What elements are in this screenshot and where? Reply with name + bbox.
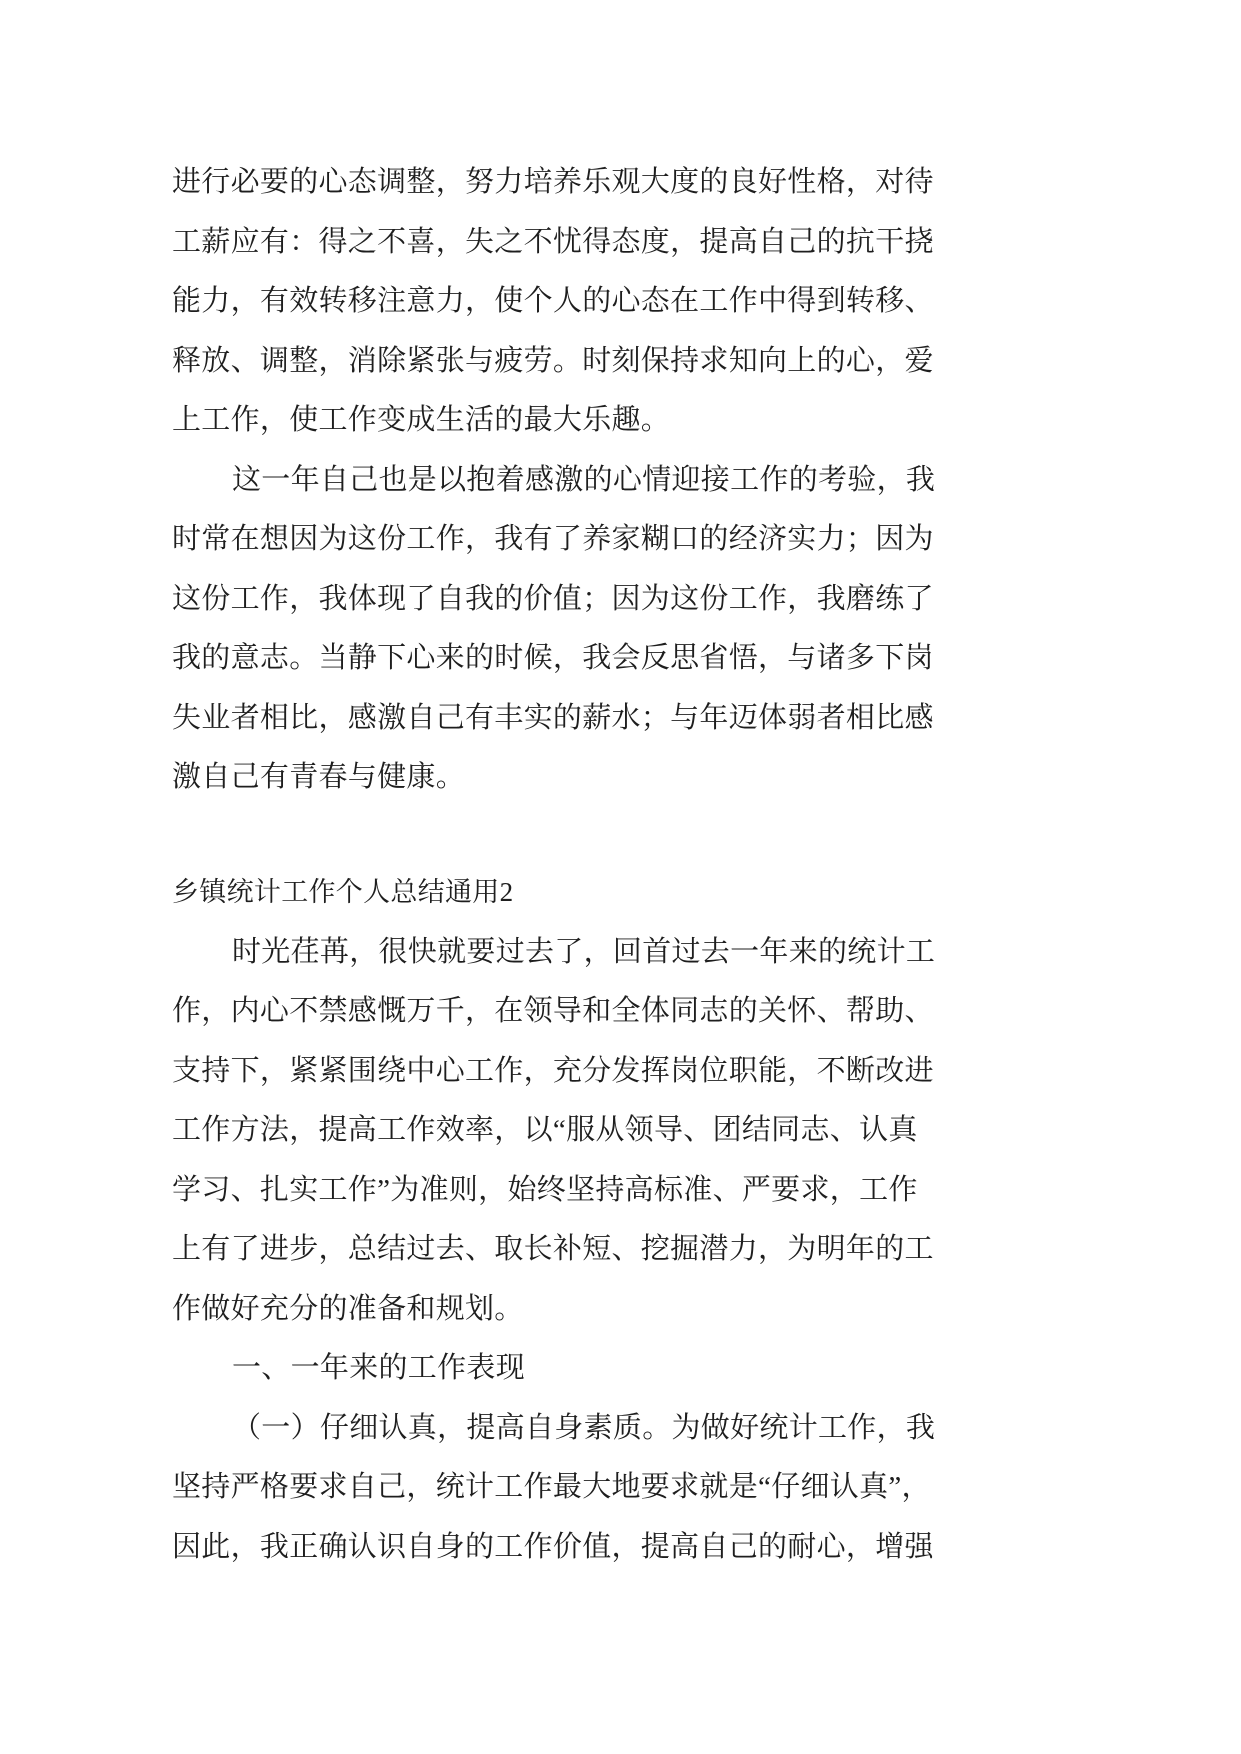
text-line: （一）仔细认真，提高自身素质。为做好统计工作，我 [232, 1411, 936, 1444]
paragraph [172, 923, 1092, 1340]
text-line: 这份工作，我体现了自我的价值；因为这份工作，我磨练了 [172, 582, 934, 615]
paragraph [172, 1399, 1092, 1578]
text-line: 支持下，紧紧围绕中心工作，充分发挥岗位职能，不断改进 [172, 1054, 934, 1087]
text-line: 上工作，使工作变成生活的最大乐趣。 [172, 404, 671, 436]
text-line: 时光荏苒，很快就要过去了，回首过去一年来的统计工 [232, 935, 936, 968]
text-line: 我的意志。当静下心来的时候，我会反思省悟，与诸多下岗 [172, 642, 934, 674]
text-line: 进行必要的心态调整，努力培养乐观大度的良好性格，对待 [172, 166, 934, 198]
text-line: 这一年自己也是以抱着感激的心情迎接工作的考验，我 [232, 463, 936, 496]
text-line: 激自己有青春与健康。 [172, 761, 466, 793]
text-line: 上有了进步，总结过去、取长补短、挖掘潜力，为明年的工 [172, 1233, 934, 1266]
paragraph [172, 153, 1092, 451]
text-line: 工薪应有：得之不喜，失之不忧得态度，提高自己的抗干挠 [172, 225, 934, 258]
text-line: 作，内心不禁感慨万千，在领导和全体同志的关怀、帮助、 [172, 995, 934, 1028]
text-line: 因此，我正确认识自身的工作价值，提高自己的耐心，增强 [172, 1530, 934, 1563]
text-line: 作做好充分的准备和规划。 [172, 1292, 524, 1325]
subheading-text: 一、一年来的工作表现 [232, 1352, 526, 1385]
subheading [172, 1339, 1092, 1399]
paragraph [172, 451, 1092, 808]
text-line: 工作方法，提高工作效率，以“服从领导、团结同志、认真 [172, 1114, 918, 1147]
text-line: 释放、调整，消除紧张与疲劳。时刻保持求知向上的心，爱 [172, 344, 934, 377]
page-body [172, 153, 1092, 1577]
text-line: 时常在想因为这份工作，我有了养家糊口的经济实力；因为 [172, 523, 934, 555]
text-line: 坚持严格要求自己，统计工作最大地要求就是“仔细认真”， [172, 1471, 931, 1504]
section-title: 乡镇统计工作个人总结通用2 [172, 877, 514, 908]
text-line: 学习、扎实工作”为准则，始终坚持高标准、严要求，工作 [172, 1173, 918, 1206]
text-line: 失业者相比，感激自己有丰实的薪水；与年迈体弱者相比感 [172, 701, 934, 734]
text-line: 能力，有效转移注意力，使个人的心态在工作中得到转移、 [172, 285, 934, 317]
